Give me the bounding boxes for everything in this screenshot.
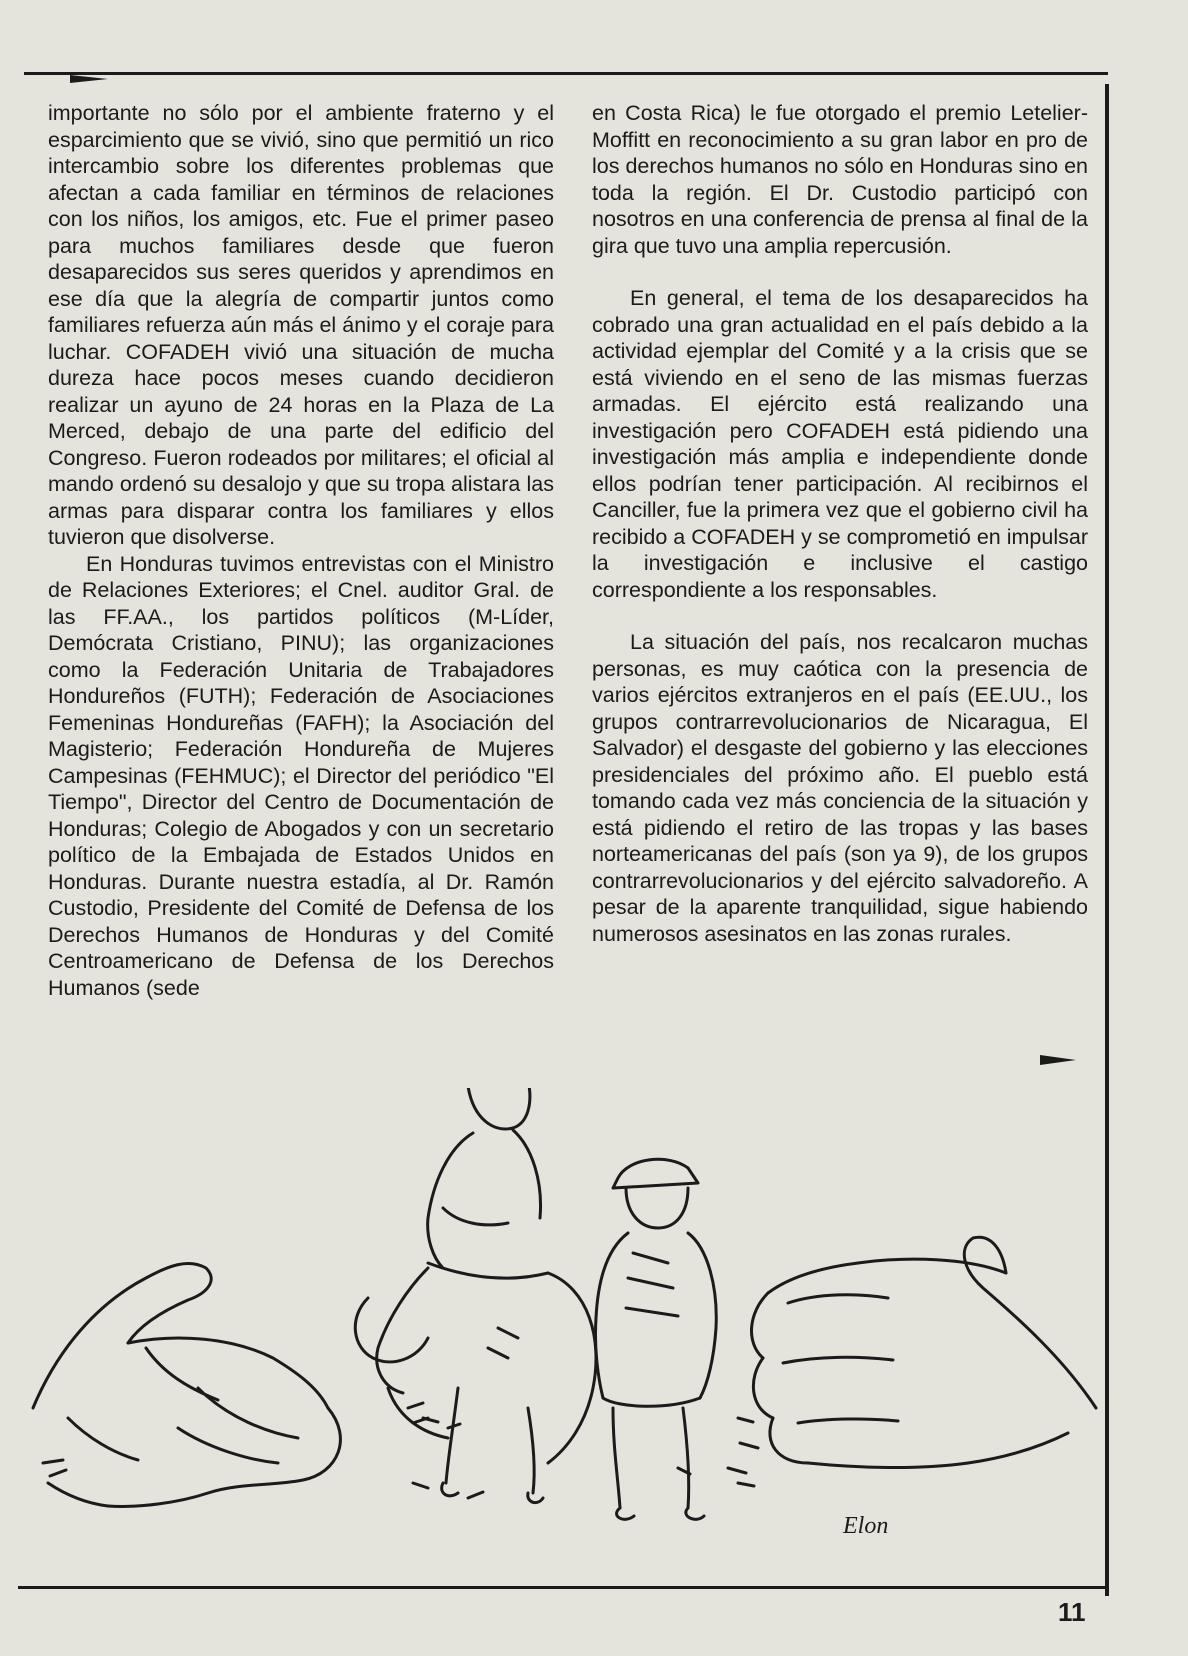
continuation-arrow-icon <box>70 75 108 83</box>
paragraph: En Honduras tuvimos entrevistas con el Ministro de Relaciones Exteriores; el Cnel. auditor Gral. de las FF.AA., los partidos políticos (M-Líder, Demócrata Cristiano, PINU); las organizaciones como la Federación Unitaria de Trabajadores Hondureños (FUTH); Federación de Asociaciones Femeninas Hondureñas (FAFH); la Asociación del Magisterio; Federación Hondureña de Mujeres Campesinas (FEHMUC); el Director del periódico "El Tiempo", Director del Centro de Documentación de Honduras; Colegio de Abogados y con un secretario político de la Embajada de Estados Unidos en Honduras. Durante nuestra estadía, al Dr. Ramón Custodio, Presidente del Comité de Defensa de los Derechos Humanos de Honduras y del Comité Centroamericano de Defensa de los Derechos Humanos (sede <box>48 551 554 1000</box>
paragraph: en Costa Rica) le fue otorgado el premio Letelier-Moffitt en reconocimiento a su gran labor en pro de los derechos humanos no sólo en Honduras sino en toda la región. El Dr. Custodio participó con nosotros en una conferencia de prensa al final de la gira que tuvo una amplia repercusión. <box>592 101 1089 258</box>
rider-figure-drawing <box>355 1088 596 1503</box>
left-hand-drawing <box>33 1263 340 1506</box>
child-figure-drawing <box>595 1159 716 1519</box>
continues-arrow-icon <box>1040 1055 1076 1065</box>
right-hand-drawing <box>728 1237 1096 1486</box>
illustration-drawing <box>28 1088 1106 1578</box>
page-number: 11 <box>1058 1597 1086 1627</box>
paragraph: La situación del país, nos recalcaron muchas personas, es muy caótica con la presencia de varios ejércitos extranjeros en el país (EE.UU., los grupos contrarrevolucionarios de Nicaragua, El Salvador) el desgaste del gobierno y las elecciones presidenciales del próximo año. El pueblo está tomando cada vez más conciencia de la situación y está pidiendo el retiro de las tropas y las bases norteamericanas del país (son ya 9), de los grupos contrarrevolucionarios y del ejército salvadoreño. A pesar de la aparente tranquilidad, sigue habiendo numerosos asesinatos en las zonas rurales. <box>592 630 1088 946</box>
signature-text: Elon <box>843 1513 889 1539</box>
paragraph: importante no sólo por el ambiente fraterno y el esparcimiento que se vivió, sino que permitió un rico intercambio sobre los diferentes problemas que afectan a cada familiar en términos de relaciones con los niños, los amigos, etc. Fue el primer paseo para muchos familiares desde que fueron desaparecidos sus seres queridos y aprendimos en ese día que la alegría de compartir juntos como familiares refuerza aún más el ánimo y el coraje para luchar. COFADEH vivió una situación de mucha dureza hace pocos meses cuando decidieron realizar un ayuno de 24 horas en la Plaza de La Merced, debajo de una parte del edificio del Congreso. Fueron rodeados por militares; el oficial al mando ordenó su desalojo y que su tropa alistara las armas para disparar contra los familiares y ellos tuvieron que disolverse. <box>48 101 554 549</box>
right-text-column <box>592 100 1088 947</box>
top-border-line <box>24 72 1108 75</box>
bottom-border-line <box>18 1586 1108 1589</box>
paragraph: En general, el tema de los desaparecidos ha cobrado una gran actualidad en el país debido a la actividad ejemplar del Comité y a la crisis que se está viviendo en el seno de las mismas fuerzas armadas. El ejército está realizando una investigación pero COFADEH está pidiendo una investigación más amplia e independiente donde ellos podrían tener participación. Al recibirnos el Canciller, fue la primera vez que el gobierno civil ha recibido a COFADEH y se comprometió en impulsar la investigación e inclusive el castigo correspondiente a los responsables. <box>592 286 1088 602</box>
ground-strokes-drawing <box>413 1418 758 1498</box>
left-text-column <box>48 100 554 1001</box>
